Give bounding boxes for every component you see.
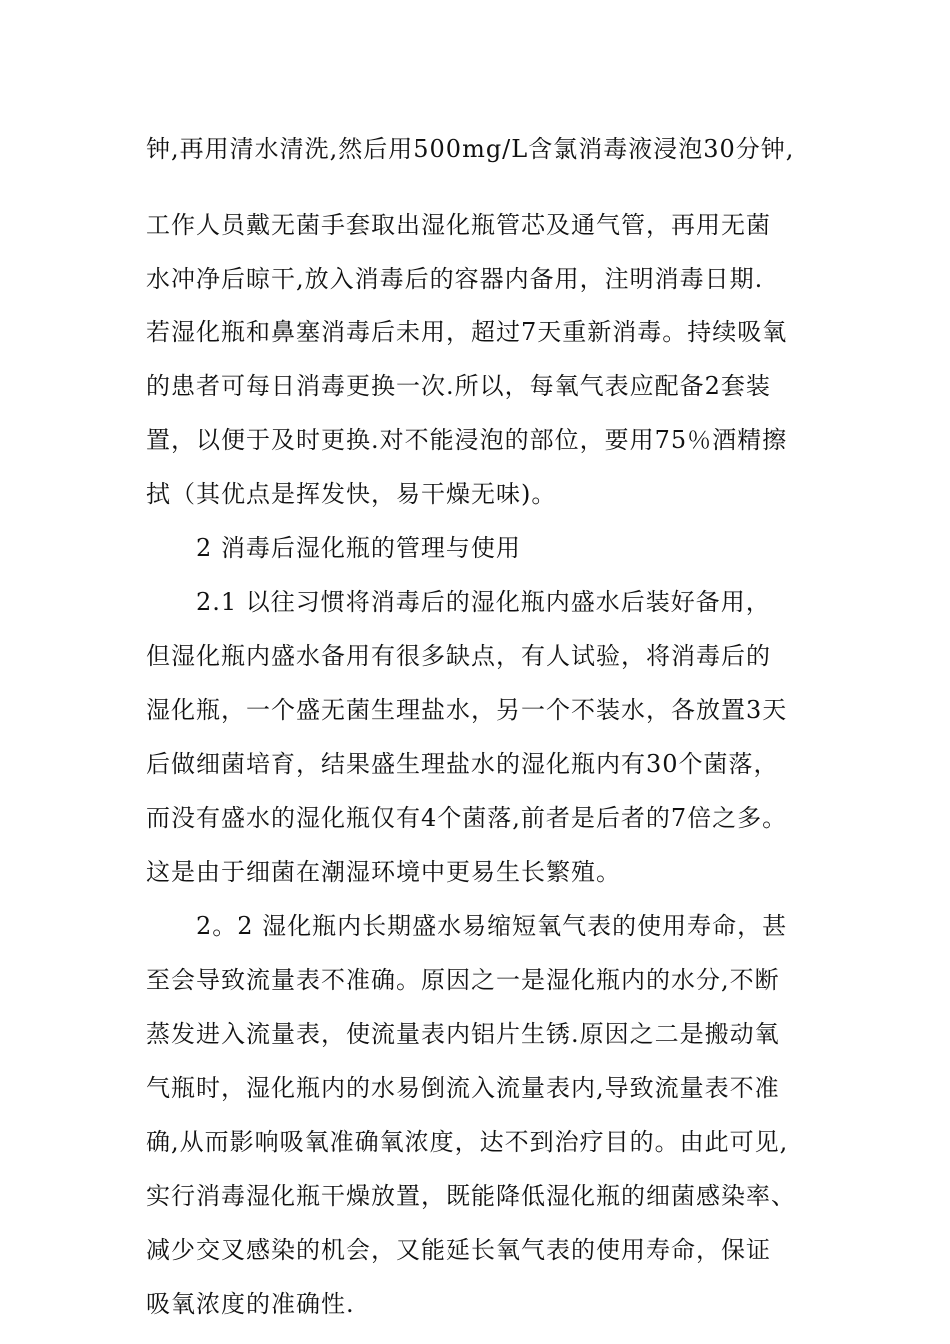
text-line: 这是由于细菌在潮湿环境中更易生长繁殖。 — [146, 858, 621, 886]
text-line: 气瓶时，湿化瓶内的水易倒流入流量表内,导致流量表不准 — [146, 1074, 780, 1102]
text-line: 若湿化瓶和鼻塞消毒后未用，超过7天重新消毒。持续吸氧 — [146, 318, 788, 346]
text-line: 2.1 以往习惯将消毒后的湿化瓶内盛水后装好备用， — [196, 588, 771, 616]
text-line: 置，以便于及时更换.对不能浸泡的部位，要用75％酒精擦 — [146, 426, 788, 454]
text-line: 但湿化瓶内盛水备用有很多缺点，有人试验，将消毒后的 — [146, 642, 771, 670]
text-line: 实行消毒湿化瓶干燥放置，既能降低湿化瓶的细菌感染率、 — [146, 1182, 796, 1210]
text-line: 湿化瓶，一个盛无菌生理盐水，另一个不装水，各放置3天 — [146, 696, 788, 724]
text-line: 拭（其优点是挥发快，易干燥无味)。 — [146, 480, 557, 508]
text-line: 工作人员戴无菌手套取出湿化瓶管芯及通气管，再用无菌 — [146, 211, 771, 239]
text-line: 的患者可每日消毒更换一次.所以，每氧气表应配备2套装 — [146, 372, 771, 400]
text-line: 而没有盛水的湿化瓶仅有4个菌落,前者是后者的7倍之多。 — [146, 804, 788, 832]
text-line: 2。2 湿化瓶内长期盛水易缩短氧气表的使用寿命，甚 — [196, 912, 788, 940]
text-line: 减少交叉感染的机会，又能延长氧气表的使用寿命，保证 — [146, 1236, 771, 1264]
text-line: 吸氧浓度的准确性. — [146, 1290, 355, 1318]
text-line: 确,从而影响吸氧准确氧浓度，达不到治疗目的。由此可见, — [146, 1128, 789, 1156]
text-line: 钟,再用清水清洗,然后用500mg/L含氯消毒液浸泡30分钟, — [146, 135, 795, 163]
text-line: 水冲净后晾干,放入消毒后的容器内备用，注明消毒日期. — [146, 265, 764, 293]
section-heading: 2 消毒后湿化瓶的管理与使用 — [196, 534, 521, 562]
text-line: 后做细菌培育，结果盛生理盐水的湿化瓶内有30个菌落， — [146, 750, 779, 778]
text-line: 蒸发进入流量表，使流量表内铝片生锈.原因之二是搬动氧 — [146, 1020, 780, 1048]
text-line: 至会导致流量表不准确。原因之一是湿化瓶内的水分,不断 — [146, 966, 780, 994]
